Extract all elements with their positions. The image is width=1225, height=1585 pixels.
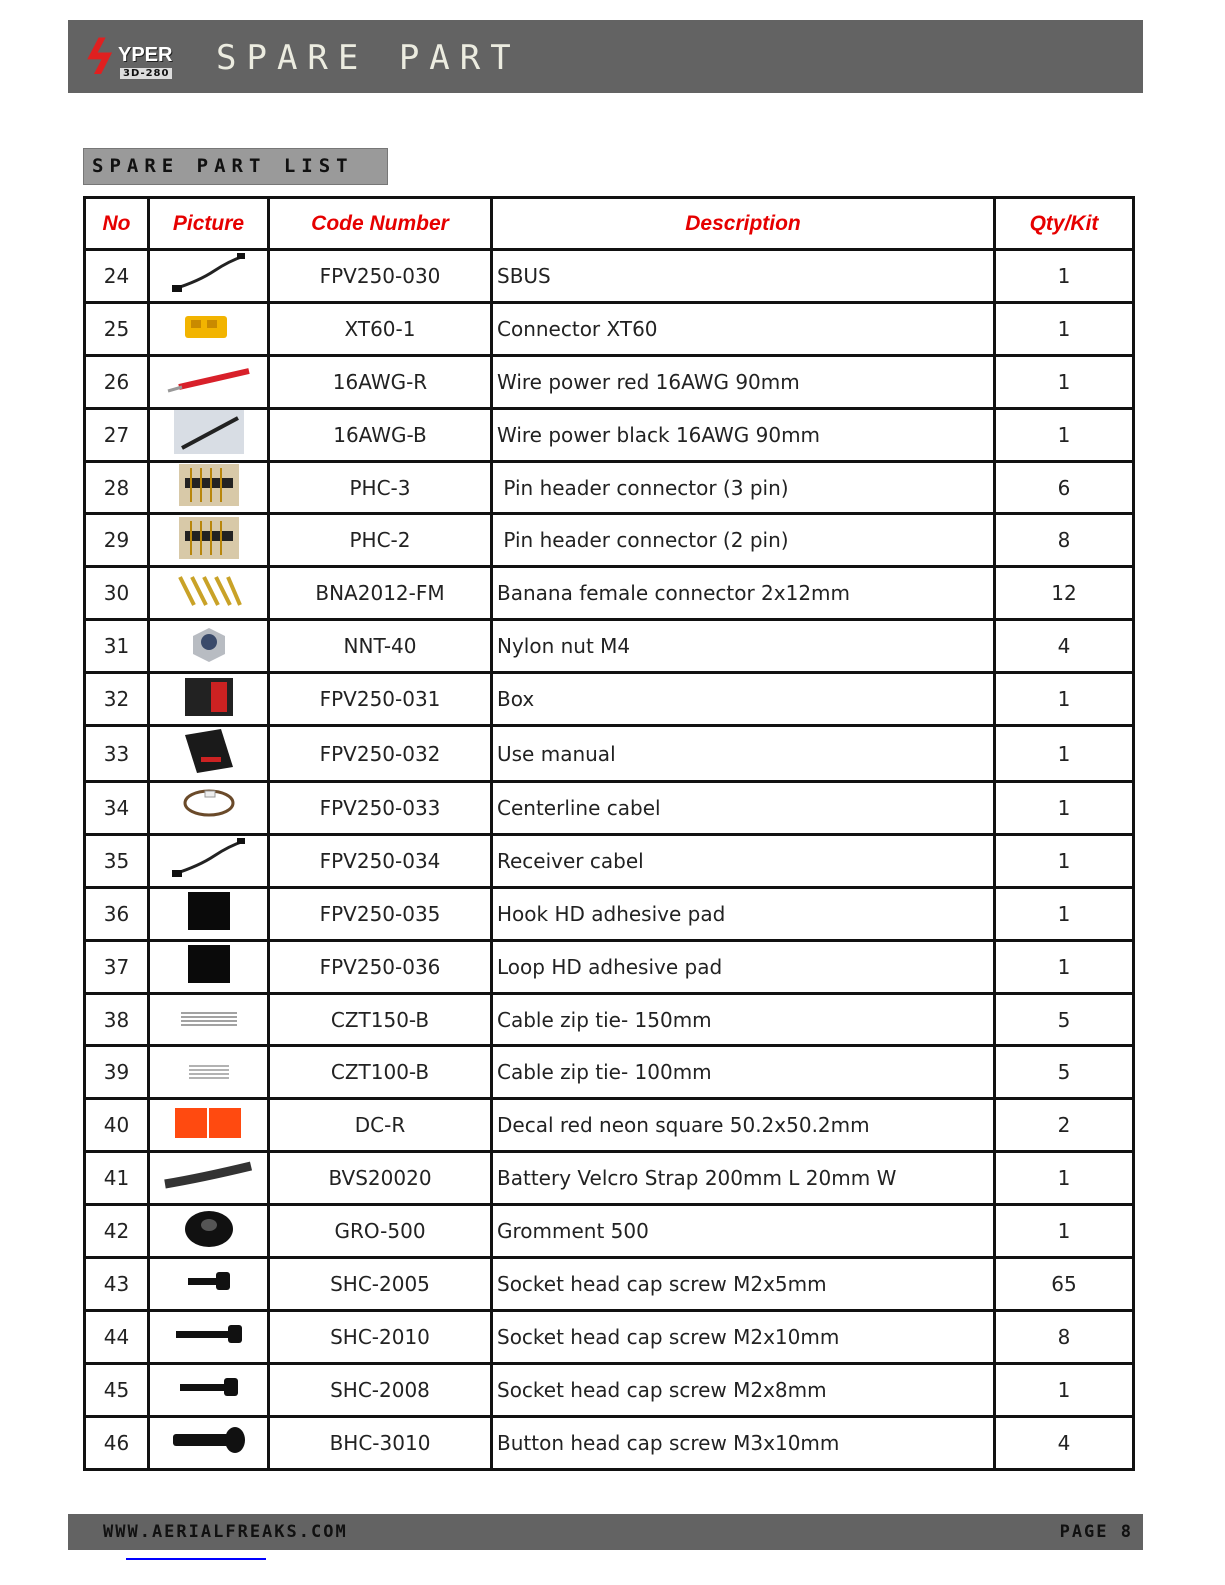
part-picture bbox=[149, 567, 269, 620]
row-no: 39 bbox=[85, 1046, 149, 1099]
xt60-image bbox=[179, 306, 239, 351]
table-row bbox=[85, 1205, 1134, 1258]
table-row bbox=[85, 1152, 1134, 1205]
qty-per-kit: 1 bbox=[995, 250, 1134, 303]
cable-image bbox=[169, 836, 249, 885]
part-picture bbox=[149, 993, 269, 1046]
description: Socket head cap screw M2x5mm bbox=[492, 1258, 995, 1311]
row-no: 40 bbox=[85, 1099, 149, 1152]
spare-part-table bbox=[83, 196, 1135, 1471]
part-picture bbox=[149, 355, 269, 408]
qty-per-kit: 1 bbox=[995, 1205, 1134, 1258]
part-picture bbox=[149, 514, 269, 567]
row-no: 27 bbox=[85, 408, 149, 461]
pin-image bbox=[179, 464, 239, 511]
col-qty: Qty/Kit bbox=[995, 198, 1134, 250]
table-row bbox=[85, 355, 1134, 408]
pad-image bbox=[184, 943, 234, 990]
row-no: 37 bbox=[85, 940, 149, 993]
part-picture bbox=[149, 782, 269, 835]
table-row bbox=[85, 408, 1134, 461]
link-underline bbox=[126, 1558, 266, 1560]
part-picture bbox=[149, 834, 269, 887]
code-number: BNA2012-FM bbox=[269, 567, 492, 620]
code-number: SHC-2008 bbox=[269, 1363, 492, 1416]
wire-red-image bbox=[164, 359, 254, 404]
qty-per-kit: 4 bbox=[995, 620, 1134, 673]
table-row bbox=[85, 726, 1134, 782]
lightning-icon: ϟ bbox=[84, 30, 116, 86]
description: Wire power black 16AWG 90mm bbox=[492, 408, 995, 461]
row-no: 30 bbox=[85, 567, 149, 620]
code-number: CZT150-B bbox=[269, 993, 492, 1046]
qty-per-kit: 65 bbox=[995, 1258, 1134, 1311]
code-number: SHC-2010 bbox=[269, 1310, 492, 1363]
logo-text: YPER bbox=[118, 44, 173, 66]
banana-image bbox=[174, 571, 244, 616]
description: Wire power red 16AWG 90mm bbox=[492, 355, 995, 408]
description: Gromment 500 bbox=[492, 1205, 995, 1258]
row-no: 25 bbox=[85, 302, 149, 355]
row-no: 35 bbox=[85, 834, 149, 887]
table-row bbox=[85, 620, 1134, 673]
manual-image bbox=[181, 727, 237, 780]
nut-image bbox=[187, 624, 231, 669]
code-number: FPV250-031 bbox=[269, 673, 492, 726]
description: Socket head cap screw M2x8mm bbox=[492, 1363, 995, 1416]
description: Pin header connector (2 pin) bbox=[492, 514, 995, 567]
part-picture bbox=[149, 1416, 269, 1469]
qty-per-kit: 1 bbox=[995, 408, 1134, 461]
page-header bbox=[68, 20, 1143, 93]
row-no: 41 bbox=[85, 1152, 149, 1205]
qty-per-kit: 5 bbox=[995, 1046, 1134, 1099]
table-row bbox=[85, 887, 1134, 940]
screw-b-image bbox=[171, 1425, 247, 1460]
row-no: 24 bbox=[85, 250, 149, 303]
row-no: 45 bbox=[85, 1363, 149, 1416]
qty-per-kit: 1 bbox=[995, 782, 1134, 835]
part-picture bbox=[149, 302, 269, 355]
zip-image bbox=[179, 1008, 239, 1033]
description: Button head cap screw M3x10mm bbox=[492, 1416, 995, 1469]
part-picture bbox=[149, 673, 269, 726]
qty-per-kit: 8 bbox=[995, 514, 1134, 567]
table-row bbox=[85, 1046, 1134, 1099]
code-number: PHC-2 bbox=[269, 514, 492, 567]
section-title bbox=[83, 148, 388, 185]
part-picture bbox=[149, 1046, 269, 1099]
part-picture bbox=[149, 461, 269, 514]
code-number: BVS20020 bbox=[269, 1152, 492, 1205]
qty-per-kit: 1 bbox=[995, 355, 1134, 408]
part-picture bbox=[149, 1258, 269, 1311]
part-picture bbox=[149, 940, 269, 993]
description: Use manual bbox=[492, 726, 995, 782]
description: Nylon nut M4 bbox=[492, 620, 995, 673]
table-row bbox=[85, 461, 1134, 514]
qty-per-kit: 1 bbox=[995, 940, 1134, 993]
row-no: 31 bbox=[85, 620, 149, 673]
code-number: FPV250-033 bbox=[269, 782, 492, 835]
logo-model: 3D-280 bbox=[120, 68, 172, 79]
row-no: 44 bbox=[85, 1310, 149, 1363]
description: Centerline cabel bbox=[492, 782, 995, 835]
row-no: 46 bbox=[85, 1416, 149, 1469]
col-code: Code Number bbox=[269, 198, 492, 250]
part-picture bbox=[149, 1205, 269, 1258]
description: SBUS bbox=[492, 250, 995, 303]
code-number: 16AWG-R bbox=[269, 355, 492, 408]
qty-per-kit: 4 bbox=[995, 1416, 1134, 1469]
screw-l-image bbox=[174, 1322, 244, 1351]
table-row bbox=[85, 1099, 1134, 1152]
col-description: Description bbox=[492, 198, 995, 250]
qty-per-kit: 1 bbox=[995, 887, 1134, 940]
col-picture: Picture bbox=[149, 198, 269, 250]
part-picture bbox=[149, 1099, 269, 1152]
description: Banana female connector 2x12mm bbox=[492, 567, 995, 620]
page-title: SPARE PART bbox=[216, 38, 521, 78]
part-picture bbox=[149, 1152, 269, 1205]
qty-per-kit: 5 bbox=[995, 993, 1134, 1046]
code-number: FPV250-035 bbox=[269, 887, 492, 940]
pin-image bbox=[179, 517, 239, 564]
row-no: 38 bbox=[85, 993, 149, 1046]
qty-per-kit: 1 bbox=[995, 1152, 1134, 1205]
qty-per-kit: 2 bbox=[995, 1099, 1134, 1152]
page-footer bbox=[68, 1514, 1143, 1550]
part-picture bbox=[149, 726, 269, 782]
table-row bbox=[85, 673, 1134, 726]
website-url: WWW.AERIALFREAKS.COM bbox=[103, 1522, 348, 1542]
table-row bbox=[85, 514, 1134, 567]
screw-s-image bbox=[184, 1269, 234, 1298]
code-number: PHC-3 bbox=[269, 461, 492, 514]
qty-per-kit: 1 bbox=[995, 673, 1134, 726]
description: Hook HD adhesive pad bbox=[492, 887, 995, 940]
code-number: FPV250-036 bbox=[269, 940, 492, 993]
table-row bbox=[85, 834, 1134, 887]
code-number: BHC-3010 bbox=[269, 1416, 492, 1469]
table-row bbox=[85, 993, 1134, 1046]
description: Receiver cabel bbox=[492, 834, 995, 887]
qty-per-kit: 12 bbox=[995, 567, 1134, 620]
section-title-text: SPARE PART LIST bbox=[92, 155, 354, 177]
row-no: 26 bbox=[85, 355, 149, 408]
row-no: 33 bbox=[85, 726, 149, 782]
part-picture bbox=[149, 1363, 269, 1416]
description: Socket head cap screw M2x10mm bbox=[492, 1310, 995, 1363]
table-row bbox=[85, 1258, 1134, 1311]
code-number: NNT-40 bbox=[269, 620, 492, 673]
qty-per-kit: 1 bbox=[995, 834, 1134, 887]
col-no: No bbox=[85, 198, 149, 250]
zip-short-image bbox=[187, 1061, 231, 1085]
page-number: PAGE 8 bbox=[1059, 1522, 1133, 1542]
box-image bbox=[181, 676, 237, 723]
part-picture bbox=[149, 250, 269, 303]
row-no: 32 bbox=[85, 673, 149, 726]
row-no: 29 bbox=[85, 514, 149, 567]
description: Battery Velcro Strap 200mm L 20mm W bbox=[492, 1152, 995, 1205]
row-no: 34 bbox=[85, 782, 149, 835]
table-row bbox=[85, 1363, 1134, 1416]
syper-logo bbox=[80, 26, 190, 88]
part-picture bbox=[149, 887, 269, 940]
decal-image bbox=[173, 1106, 245, 1145]
description: Cable zip tie- 150mm bbox=[492, 993, 995, 1046]
loop-image bbox=[179, 785, 239, 830]
row-no: 28 bbox=[85, 461, 149, 514]
table-row bbox=[85, 940, 1134, 993]
cable-image bbox=[169, 251, 249, 300]
table-row bbox=[85, 567, 1134, 620]
table-header-row bbox=[85, 198, 1134, 250]
code-number: XT60-1 bbox=[269, 302, 492, 355]
code-number: SHC-2005 bbox=[269, 1258, 492, 1311]
code-number: FPV250-032 bbox=[269, 726, 492, 782]
description: Connector XT60 bbox=[492, 302, 995, 355]
code-number: FPV250-030 bbox=[269, 250, 492, 303]
part-picture bbox=[149, 620, 269, 673]
table-row bbox=[85, 302, 1134, 355]
qty-per-kit: 1 bbox=[995, 726, 1134, 782]
code-number: DC-R bbox=[269, 1099, 492, 1152]
part-picture bbox=[149, 408, 269, 461]
screw-m-image bbox=[176, 1375, 242, 1404]
qty-per-kit: 6 bbox=[995, 461, 1134, 514]
row-no: 42 bbox=[85, 1205, 149, 1258]
part-picture bbox=[149, 1310, 269, 1363]
qty-per-kit: 1 bbox=[995, 1363, 1134, 1416]
row-no: 43 bbox=[85, 1258, 149, 1311]
table-row bbox=[85, 1310, 1134, 1363]
qty-per-kit: 1 bbox=[995, 302, 1134, 355]
wire-black-image bbox=[174, 410, 244, 459]
row-no: 36 bbox=[85, 887, 149, 940]
strap-image bbox=[161, 1158, 257, 1199]
qty-per-kit: 8 bbox=[995, 1310, 1134, 1363]
table-row bbox=[85, 782, 1134, 835]
code-number: 16AWG-B bbox=[269, 408, 492, 461]
code-number: CZT100-B bbox=[269, 1046, 492, 1099]
grommet-image bbox=[181, 1207, 237, 1256]
description: Decal red neon square 50.2x50.2mm bbox=[492, 1099, 995, 1152]
description: Pin header connector (3 pin) bbox=[492, 461, 995, 514]
table-row bbox=[85, 250, 1134, 303]
pad-image bbox=[184, 890, 234, 937]
table-row bbox=[85, 1416, 1134, 1469]
description: Box bbox=[492, 673, 995, 726]
code-number: FPV250-034 bbox=[269, 834, 492, 887]
description: Loop HD adhesive pad bbox=[492, 940, 995, 993]
code-number: GRO-500 bbox=[269, 1205, 492, 1258]
description: Cable zip tie- 100mm bbox=[492, 1046, 995, 1099]
